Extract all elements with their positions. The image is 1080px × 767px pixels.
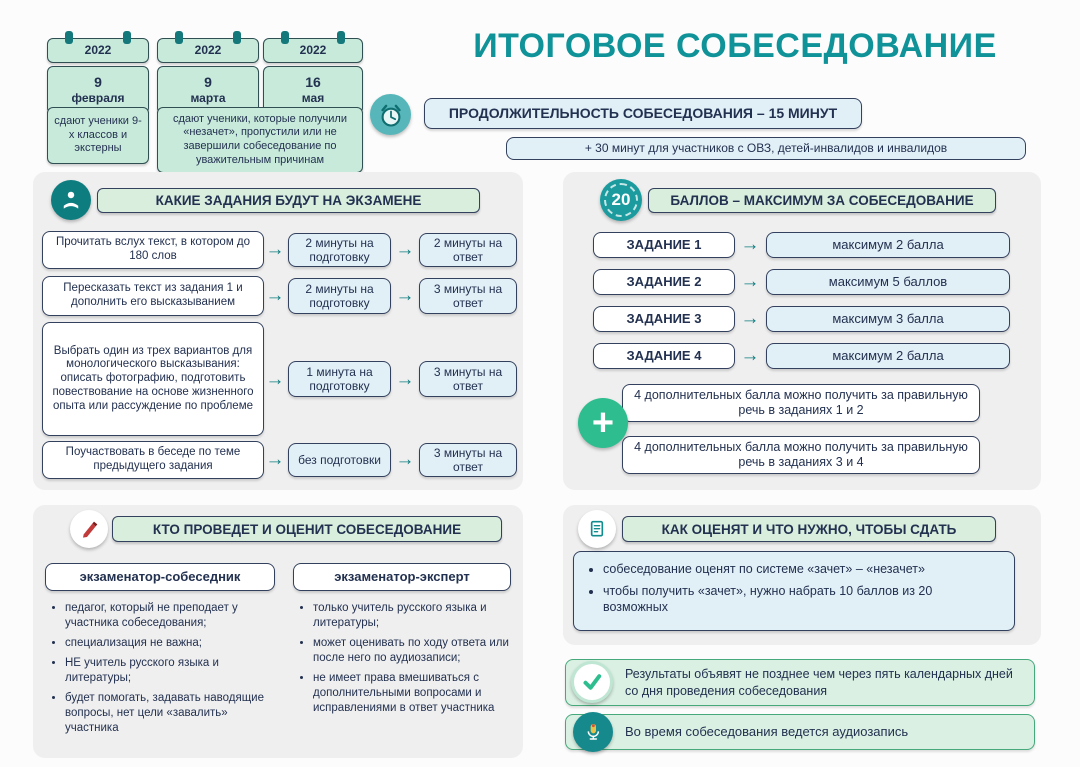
calendar-ring-icon — [337, 31, 345, 44]
task-text: Пересказать текст из задания 1 и дополнить его высказыванием — [42, 276, 264, 316]
task-answer-time: 2 минуты на ответ — [419, 233, 517, 267]
arrow-icon: → — [395, 449, 415, 470]
task-answer-time: 3 минуты на ответ — [419, 443, 517, 477]
examiners-header: КТО ПРОВЕДЕТ И ОЦЕНИТ СОБЕСЕДОВАНИЕ — [112, 516, 502, 542]
bonus-note: 4 дополнительных балла можно получить за правильную речь в заданиях 1 и 2 — [622, 384, 980, 422]
reading-person-icon — [51, 180, 91, 220]
arrow-icon: → — [265, 449, 285, 470]
arrow-icon: → — [265, 285, 285, 306]
task-text: Выбрать один из трех вариантов для монологического высказывания: описать фотографию, подготовить повествование на основе жизненного опыта или рассуждение по проблеме — [42, 322, 264, 436]
points-task-label: ЗАДАНИЕ 3 — [593, 306, 735, 332]
calendar-year: 2022 — [157, 38, 259, 63]
bullet-item: • не имеет права вмешиваться с дополнительными вопросами и исправлениями в ответ участника — [313, 671, 512, 716]
calendar-month: февраля — [71, 91, 125, 106]
arrow-icon: → — [395, 239, 415, 260]
duration-note: + 30 минут для участников с ОВЗ, детей-инвалидов и инвалидов — [506, 137, 1026, 160]
scoring-rules-box — [573, 551, 1015, 631]
calendar-ring-icon — [281, 31, 289, 44]
bullet-item: • только учитель русского языка и литературы; — [313, 601, 512, 631]
points-task-label: ЗАДАНИЕ 1 — [593, 232, 735, 258]
pencil-icon — [70, 510, 108, 548]
points-task-label: ЗАДАНИЕ 4 — [593, 343, 735, 369]
task-text: Поучаствовать в беседе по теме предыдущего задания — [42, 441, 264, 479]
task-prep-time: без подготовки — [288, 443, 391, 477]
bullet-item: • педагог, который не преподает у участника собеседования; — [65, 601, 276, 631]
duration-banner: ПРОДОЛЖИТЕЛЬНОСТЬ СОБЕСЕДОВАНИЯ – 15 МИНУТ — [424, 98, 862, 129]
calendar-ring-icon — [175, 31, 183, 44]
calendar-month: мая — [301, 91, 325, 106]
calendar-year: 2022 — [47, 38, 149, 63]
calendar-day: 16 — [305, 73, 321, 90]
arrow-icon: → — [265, 239, 285, 260]
examiner-interlocutor-bullets — [50, 601, 276, 741]
bullet-item: • специализация не важна; — [65, 636, 276, 651]
calendar-ring-icon — [65, 31, 73, 44]
microphone-icon — [573, 712, 613, 752]
examiner-title-interlocutor: экзаменатор-собеседник — [45, 563, 275, 591]
document-check-icon — [578, 510, 616, 548]
bullet-item: • будет помогать, задавать наводящие вопросы, нет цели «завалить» участника — [65, 691, 276, 736]
arrow-icon: → — [265, 369, 285, 390]
calendar-year: 2022 — [263, 38, 363, 63]
calendar-day: 9 — [204, 73, 212, 90]
arrow-icon: → — [740, 271, 760, 292]
points-task-label: ЗАДАНИЕ 2 — [593, 269, 735, 295]
examiner-expert-bullets — [298, 601, 512, 721]
alarm-clock-icon — [370, 94, 411, 135]
calendar-ring-icon — [233, 31, 241, 44]
audio-text: Во время собеседования ведется аудиозапись — [625, 724, 909, 739]
task-prep-time: 2 минуты на подготовку — [288, 278, 391, 314]
tasks-header: КАКИЕ ЗАДАНИЯ БУДУТ НА ЭКЗАМЕНЕ — [97, 188, 480, 213]
arrow-icon: → — [740, 234, 760, 255]
task-text: Прочитать вслух текст, в котором до 180 слов — [42, 231, 264, 269]
arrow-icon: → — [740, 308, 760, 329]
points-max-value: максимум 2 балла — [766, 343, 1010, 369]
task-prep-time: 1 минута на подготовку — [288, 361, 391, 397]
calendar-mar — [157, 38, 259, 114]
points-max-value: максимум 5 баллов — [766, 269, 1010, 295]
calendar-note-first: сдают ученики 9-х классов и экстерны — [47, 107, 149, 164]
bonus-note: 4 дополнительных балла можно получить за правильную речь в заданиях 3 и 4 — [622, 436, 980, 474]
calendar-note-retake: сдают ученики, которые получили «незачет», пропустили или не завершили собеседование по уважительным причинам — [157, 107, 363, 173]
calendar-feb — [47, 38, 149, 114]
points-max-value: максимум 3 балла — [766, 306, 1010, 332]
page-title: ИТОГОВОЕ СОБЕСЕДОВАНИЕ — [473, 27, 997, 65]
bullet-item: • НЕ учитель русского языка и литературы; — [65, 656, 276, 686]
task-prep-time: 2 минуты на подготовку — [288, 233, 391, 267]
arrow-icon: → — [395, 369, 415, 390]
checkmark-icon — [571, 661, 613, 703]
points-header: БАЛЛОВ – МАКСИМУМ ЗА СОБЕСЕДОВАНИЕ — [648, 188, 996, 213]
bullet-item: • собеседование оценят по системе «зачет» – «незачет» — [603, 561, 1000, 578]
results-text: Результаты объявят не позднее чем через пять календарных дней со дня проведения собеседования — [625, 667, 1013, 698]
examiner-title-expert: экзаменатор-эксперт — [293, 563, 511, 591]
arrow-icon: → — [395, 285, 415, 306]
plus-icon: + — [578, 398, 628, 448]
bullet-item: • чтобы получить «зачет», нужно набрать 10 баллов из 20 возможных — [603, 583, 1000, 617]
calendar-may — [263, 38, 363, 114]
task-answer-time: 3 минуты на ответ — [419, 278, 517, 314]
points-max-value: максимум 2 балла — [766, 232, 1010, 258]
points-badge-icon: 20 — [600, 179, 642, 221]
calendar-month: марта — [190, 91, 226, 106]
task-answer-time: 3 минуты на ответ — [419, 361, 517, 397]
arrow-icon: → — [740, 345, 760, 366]
bullet-item: • может оценивать по ходу ответа или после него по аудиозаписи; — [313, 636, 512, 666]
calendar-day: 9 — [94, 73, 102, 90]
scoring-header: КАК ОЦЕНЯТ И ЧТО НУЖНО, ЧТОБЫ СДАТЬ — [622, 516, 996, 542]
calendar-ring-icon — [123, 31, 131, 44]
